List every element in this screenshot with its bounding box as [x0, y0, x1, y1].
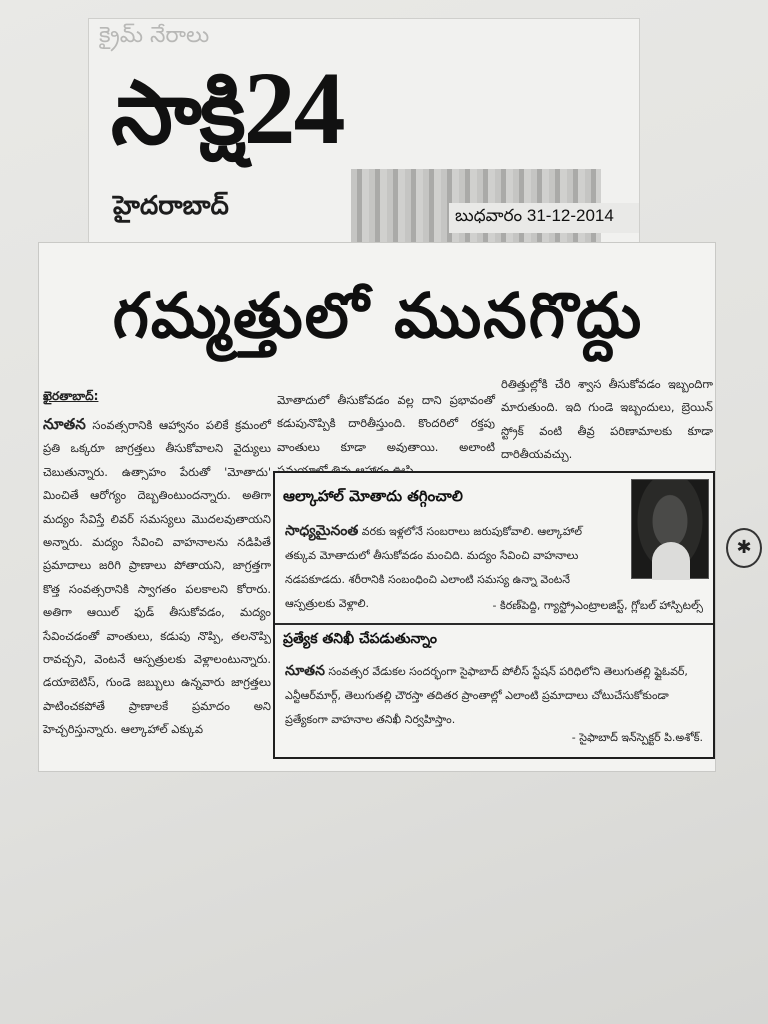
news-article — [38, 242, 716, 772]
edition-date: బుధవారం 31-12-2014 — [449, 203, 639, 233]
box-text-alcohol-lead: సాధ్యమైనంత — [285, 523, 359, 539]
box-text-inspection-body: సంవత్సర వేడుకల సందర్భంగా సైఫాబాద్ పోలీస్ స్టేషన్ పరిధిలోని తెలుగుతల్లి ఫ్లైఓవర్, ఎన్టీఆర్‌మార్గ్, తెలుగుతల్లి చౌరస్తా తదితర ప్రాంతాల్లో ఎలాంటి ప్రమాదాలు చోటుచేసుకోకుండా ప్రత్యేకంగా వాహనాల తనిఖీ నిర్వహిస్తాం. — [285, 665, 688, 726]
column-1-text: సంవత్సరానికి ఆహ్వానం పలికే క్రమంలో ప్రతి ఒక్కరూ జాగ్రత్తలు తీసుకోవాలని వైద్యులు చెబుతున్నారు. ఉత్సాహం పేరుతో 'మోతాదు' మించితే ఆరోగ్యం దెబ్బతింటుందన్నారు. అతిగా మద్యం సేవిస్తే లివర్ సమస్యలు మొదలవుతాయని అన్నారు. మద్యం సేవించి వాహనాలను నడిపితే ప్రమాదాలు జరిగి ప్రాణాలు పోతాయని, జాగ్రత్తగా కొత్త సంవత్సరానికి స్వాగతం పలకాలని కోరారు. అతిగా ఆయిల్ ఫుడ్ తీసుకోవడం, మద్యం సేవించడంతో వాంతులు, కడుపు నొప్పి, తలనొప్పి రావచ్చని, వెంటనే ఆస్పత్రులకు వెళ్లాలంటున్నారు. డయాబెటిస్, గుండె జబ్బులు ఉన్నవారు జాగ్రత్తలు పాటించకపోతే ప్రాణాలకే ప్రమాదం అని హెచ్చరిస్తున్నారు. ఆల్కాహాల్ ఎక్కువ — [43, 418, 271, 737]
logo-name: సాక్షి — [111, 61, 244, 164]
edition-city: హైదరాబాద్ — [113, 191, 229, 221]
box-attribution-doctor: - కిరణ్‌పెద్ది, గ్యాస్ట్రోఎంట్రాలజిస్ట్, గ్లోబల్ హాస్పిటల్స్ — [492, 599, 703, 612]
handwritten-margin-mark: ✱ — [726, 528, 762, 568]
box-text-inspection — [285, 659, 705, 729]
box-heading-inspection: ప్రత్యేక తనిఖీ చేపడుతున్నాం — [283, 631, 438, 647]
article-column-2: మోతాదులో తీసుకోవడం వల్ల దాని ప్రభావంతో కడుపునొప్పికి దారితీస్తుంది. కొందరిలో రక్తపు వాంతులు కూడా అవుతాయి. అలాంటి — [277, 393, 495, 454]
masthead-background-text: క్రైమ్ నేరాలు — [99, 23, 210, 48]
sidebar-box — [273, 471, 715, 759]
logo-number: 24 — [243, 51, 344, 166]
newspaper-logo — [111, 49, 631, 169]
article-column-1 — [43, 413, 271, 769]
newspaper-masthead — [88, 18, 640, 246]
box-attribution-inspector: - సైఫాబాద్ ఇన్‌స్పెక్టర్ పి.అశోక్. — [571, 731, 703, 744]
article-headline: గమ్మత్తులో మునగొద్దు — [112, 279, 644, 352]
box-text-inspection-lead: నూతన — [285, 663, 325, 679]
box-text-alcohol-body: వరకు ఇళ్లలోనే సంబరాలు జరుపుకోవాలి. ఆల్కాహాల్ తక్కువ మోతాదులో తీసుకోవడం మంచిది. మద్యం సేవించి వాహనాలు నడపకూడదు. శరీరానికి సంబంధించి ఎలాంటి సమస్య ఉన్నా వెంటనే ఆస్పత్రులకు వెళ్లాలి. — [285, 525, 583, 610]
box-text-alcohol — [285, 519, 615, 610]
doctor-portrait-photo — [631, 479, 709, 579]
article-dateline: ఖైరతాబాద్: — [43, 389, 99, 403]
box-heading-alcohol: ఆల్కాహాల్ మోతాదు తగ్గించాలి — [283, 487, 463, 505]
article-column-3: రితిత్తుల్లోకి చేరి శ్వాస తీసుకోవడం ఇబ్బందిగా మారుతుంది. ఇది గుండె ఇబ్బందులు, బ్రెయిన్ స్ట్రోక్ వంటి తీవ్ర పరిణామాలకు కూడా దారితీయవచ్చు. — [501, 377, 713, 462]
box-divider — [275, 623, 713, 625]
column-1-lead-word: నూతన — [43, 415, 86, 433]
